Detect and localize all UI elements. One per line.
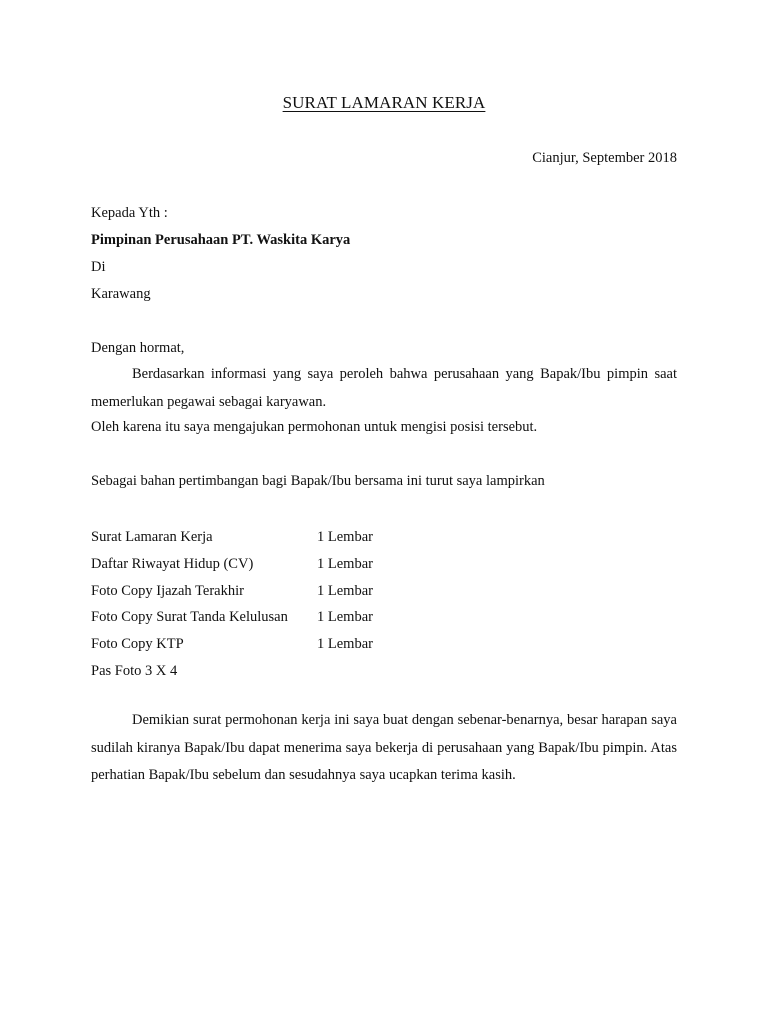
closing-paragraph: Demikian surat permohonan kerja ini saya buat dengan sebenar-benarnya, besar harapan saya sudilah kiranya Bapak/Ibu dapat menerima saya bekerja di perusahaan yang Bapak/Ibu pimpin. Atas perhatian Bapak/Ibu sebelum dan sesudahnya saya ucapkan terima kasih. — [91, 712, 677, 783]
list-item — [91, 578, 491, 605]
attachments-intro: Sebagai bahan pertimbangan bagi Bapak/Ibu bersama ini turut saya lampirkan — [91, 473, 545, 489]
list-item — [91, 658, 491, 685]
attachment-name: Pas Foto 3 X 4 — [91, 662, 178, 679]
list-item — [91, 551, 491, 578]
attachments-list — [91, 524, 491, 685]
attachment-name: Foto Copy KTP — [91, 636, 184, 653]
attachment-qty: 1 Lembar — [317, 636, 373, 653]
list-item — [91, 524, 491, 551]
attachment-qty: 1 Lembar — [317, 609, 373, 626]
recipient-greeting: Kepada Yth : — [91, 205, 168, 221]
recipient-prep: Di — [91, 259, 106, 275]
attachment-qty: 1 Lembar — [317, 555, 373, 572]
list-item — [91, 604, 491, 631]
attachment-name: Foto Copy Surat Tanda Kelulusan — [91, 609, 288, 626]
intro-paragraph: Berdasarkan informasi yang saya peroleh bahwa perusahaan yang Bapak/Ibu pimpin saat memerlukan pegawai sebagai karyawan. — [91, 366, 677, 410]
attachment-qty: 1 Lembar — [317, 582, 373, 599]
attachment-qty: 1 Lembar — [317, 529, 373, 545]
place-date: Cianjur, September 2018 — [532, 150, 677, 166]
attachment-name: Foto Copy Ijazah Terakhir — [91, 582, 244, 599]
intro-followup: Oleh karena itu saya mengajukan permohonan untuk mengisi posisi tersebut. — [91, 419, 538, 435]
attachment-name: Surat Lamaran Kerja — [91, 529, 213, 545]
attachment-name: Daftar Riwayat Hidup (CV) — [91, 555, 254, 572]
recipient-name: Pimpinan Perusahaan PT. Waskita Karya — [91, 232, 351, 248]
salutation: Dengan hormat, — [91, 340, 185, 356]
list-item — [91, 631, 491, 658]
recipient-city: Karawang — [91, 286, 151, 302]
letter-title: SURAT LAMARAN KERJA — [282, 93, 486, 112]
